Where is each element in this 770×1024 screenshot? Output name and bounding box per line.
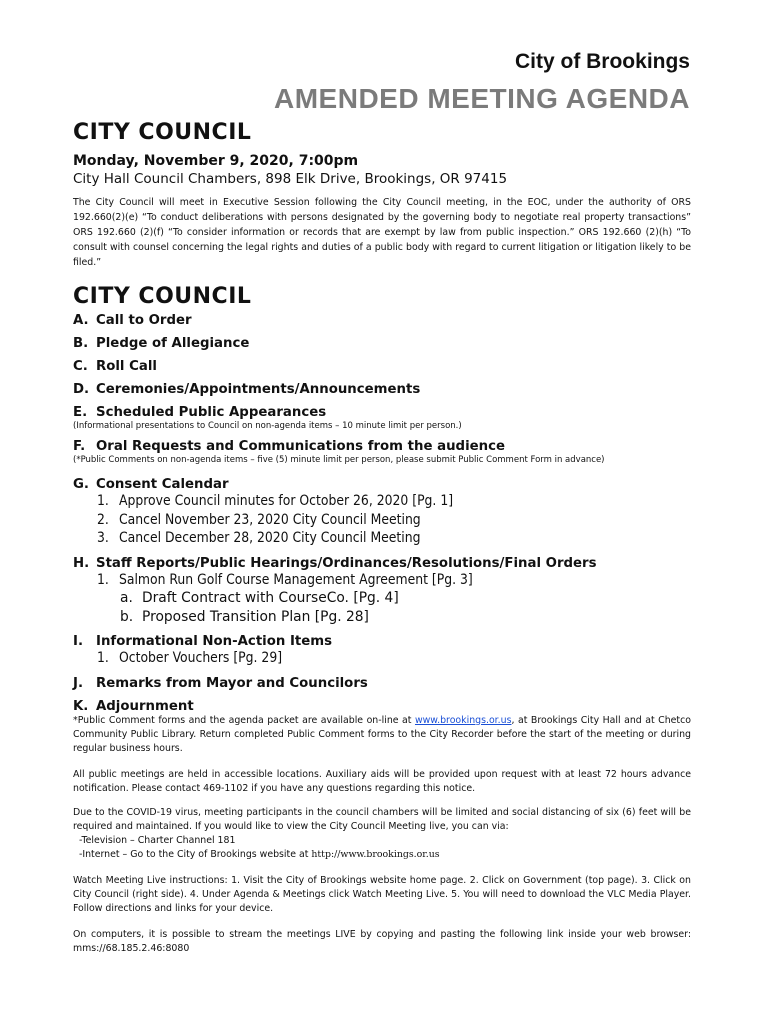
agenda-item-c: C. Roll Call [73, 359, 157, 374]
agenda-item-e: E. Scheduled Public Appearances [73, 405, 327, 420]
watch-live-instructions: Watch Meeting Live instructions: 1. Visit the City of Brookings website home page. 2. Click on Government (top page). 3. Click on City Council (right side). 4. Under Agenda & Meetings click Watch Meeting Live. 5. You will need to download the VLC Media Player. Follow directions and links for your device. [73, 874, 691, 914]
agenda-item-d: D. Ceremonies/Appointments/Announcements [73, 382, 421, 397]
accessibility-notice: All public meetings are held in accessible locations. Auxiliary aids will be provided upon request with at least 72 hours advance notification. Please contact 469-1102 if you have any questions regarding this notice. [73, 768, 691, 794]
agenda-item-b: B. Pledge of Allegiance [73, 336, 250, 351]
consent-item: 1. Approve Council minutes for October 26, 2020 [Pg. 1] [97, 493, 454, 509]
city-name: City of Brookings [514, 50, 690, 73]
consent-item: 2. Cancel November 23, 2020 City Council Meeting [97, 511, 421, 528]
agenda-body [73, 120, 691, 956]
info-item: 1. October Vouchers [Pg. 29] [97, 650, 283, 666]
staff-report-item: 1. Salmon Run Golf Course Management Agreement [Pg. 3] [97, 571, 473, 588]
covid-notice: Due to the COVID-19 virus, meeting participants in the council chambers will be limited and social distancing of six (6) feet will be required and maintained. If you would like to view the City Council Meeting live, you can via: [73, 806, 691, 832]
website-url: http://www.brookings.or.us [311, 848, 440, 860]
agenda-item-f: F. Oral Requests and Communications from the audience [73, 439, 506, 454]
website-link[interactable]: www.brookings.or.us [414, 714, 512, 726]
agenda-item-a: A. Call to Order [73, 313, 192, 328]
stream-link-notice: On computers, it is possible to stream the meetings LIVE by copying and pasting the following link inside your web browser: mms://68.185.2.46:8080 [73, 928, 691, 954]
meeting-date: Monday, November 9, 2020, 7:00pm [73, 153, 359, 169]
amended-agenda-title: AMENDED MEETING AGENDA [274, 83, 690, 114]
staff-report-subitem: a. Draft Contract with CourseCo. [Pg. 4] [120, 590, 399, 606]
agenda-item-i: I. Informational Non-Action Items [73, 634, 333, 649]
staff-report-subitem: b. Proposed Transition Plan [Pg. 28] [120, 608, 369, 625]
meeting-location: City Hall Council Chambers, 898 Elk Drive, Brookings, OR 97415 [73, 171, 508, 187]
agenda-item-k: K. Adjournment [73, 698, 194, 714]
consent-item: 3. Cancel December 28, 2020 City Council Meeting [97, 530, 421, 546]
agenda-item-j: J. Remarks from Mayor and Councilors [73, 675, 368, 691]
agenda-item-e-note: (Informational presentations to Council on non-agenda items – 10 minute limit per person.) [73, 421, 462, 431]
public-comment-notice: *Public Comment forms and the agenda packet are available on-line at www.brookings.or.us, at Brookings City Hall and at Chetco Community Public Library. Return completed Public Comment forms to the City Recorder before the start of the meeting or during regular business hours. [73, 714, 691, 754]
agenda-title: CITY COUNCIL [73, 284, 252, 309]
internet-option: -Internet – Go to the City of Brookings website at http://www.brookings.or.us [73, 848, 440, 860]
agenda-item-h: H. Staff Reports/Public Hearings/Ordinances/Resolutions/Final Orders [73, 555, 597, 571]
meeting-title: CITY COUNCIL [73, 120, 252, 145]
agenda-item-f-note: (*Public Comments on non-agenda items – five (5) minute limit per person, please submit Public Comment Form in advance) [73, 455, 605, 465]
executive-session-notice: The City Council will meet in Executive Session following the City Council meeting, in the EOC, under the authority of ORS 192.660(2)(e) “To conduct deliberations with persons designated by the governing body to negotiate real property transactions” ORS 192.660 (2)(f) “To consider information or records that are exempt by law from public inspection.” ORS 192.660 (2)(h) “To consult with counsel concerning the legal rights and duties of a public body with regard to current litigation or litigation likely to be filed.” [73, 197, 691, 268]
tv-option: -Television – Charter Channel 181 [73, 834, 236, 846]
agenda-item-g: G. Consent Calendar [73, 477, 229, 492]
